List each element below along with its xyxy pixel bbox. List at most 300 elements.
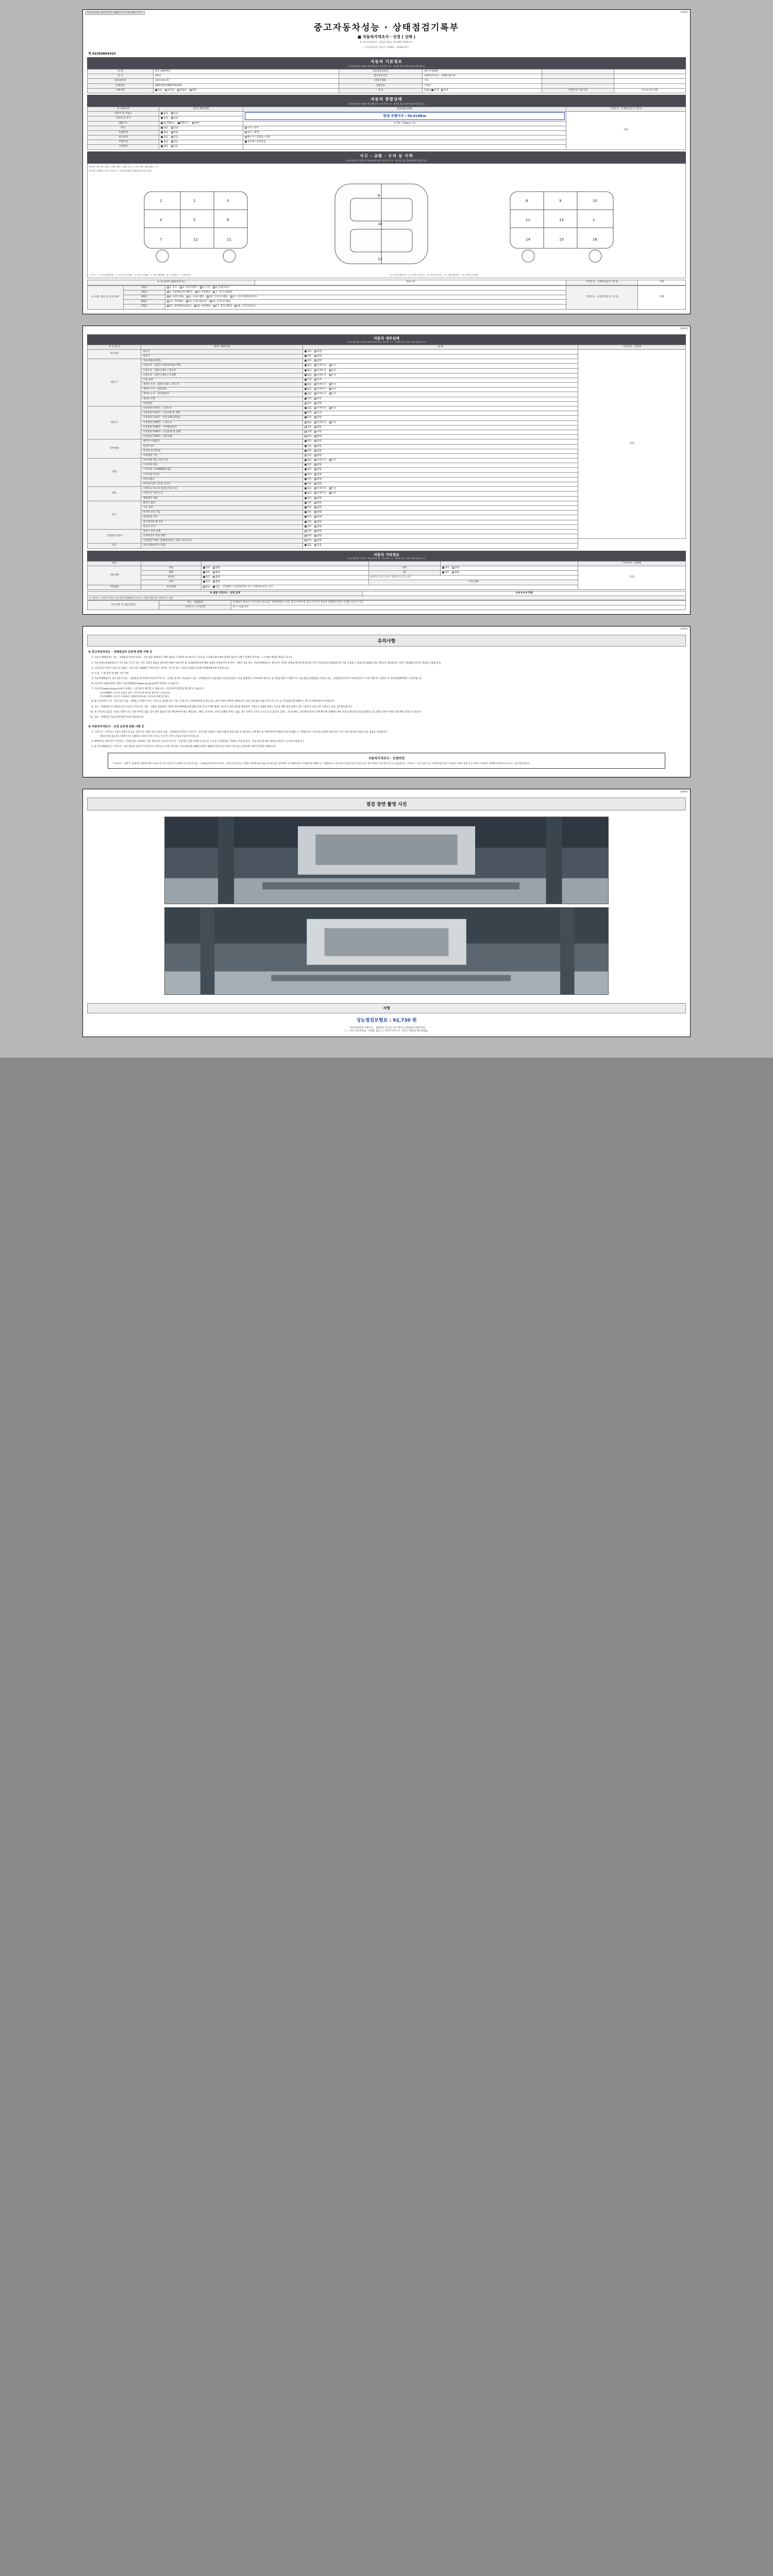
inspection-photo-1 bbox=[164, 817, 609, 904]
value-fuel: 가솔린 bbox=[423, 83, 542, 88]
checkbox-tr-4-b[interactable]: 불량 bbox=[314, 426, 322, 429]
checkbox-part-11[interactable]: 11. 사이드멤버(프론트) bbox=[230, 296, 258, 299]
state-sd-0 bbox=[303, 349, 578, 354]
checkbox-part-7[interactable]: 7. 사이드실패널 bbox=[213, 291, 232, 294]
special-detail bbox=[243, 130, 566, 135]
checkbox-part-10[interactable]: 10. 인사이드패널 bbox=[207, 296, 227, 299]
checkbox-ext-bad[interactable]: 불량 bbox=[213, 567, 220, 570]
state-br-2 bbox=[303, 496, 578, 501]
checkbox-ti-bad[interactable]: 불량 bbox=[213, 576, 220, 579]
checkbox-structure[interactable]: 구조 / 장치 bbox=[245, 127, 259, 130]
checkbox-st-4-a[interactable]: 양호 bbox=[305, 478, 312, 481]
state-tr-0 bbox=[303, 406, 578, 411]
checkbox-en-5-b[interactable]: 미세누수 bbox=[314, 383, 326, 386]
checkbox-part-12[interactable]: 12. 리어패널 bbox=[167, 300, 183, 303]
checkbox-color-solid[interactable]: 원색 bbox=[431, 89, 439, 92]
state-st-1 bbox=[303, 463, 578, 468]
checkbox-wh-bad[interactable]: 불량 bbox=[452, 571, 459, 574]
col-part: 항목 / 해당부품 bbox=[141, 345, 303, 349]
frame-parts-table bbox=[87, 285, 686, 310]
checkbox-basic-yes[interactable]: 있음 bbox=[213, 586, 220, 589]
list-item: 5. 자동차매매업자는 중고자동차 성능 · 상태점검기록부에서(자동차가격조사 · 산정을 써 받은 자동차)의 성능 · 상태점검자의 성능점검 기록(성능점검 고지를 점검하여 고지하여야 합니다. 또 적정할 때만 기재합니다 / 성능점검 상태점검이 자동차 성능 · 상태점검기록부의 이하에 전부 고시에 의합니다. 원하신 후 보장위법행위에만 의 참여합니다. bbox=[94, 677, 686, 681]
checkbox-part-4[interactable]: 4. 트렁크리드 bbox=[213, 286, 230, 290]
checkbox-gl-bad[interactable]: 불량 bbox=[213, 581, 220, 584]
checkbox-ext-ok[interactable]: 양호 bbox=[203, 567, 210, 570]
checkbox-flood[interactable]: 침수 / 화재 bbox=[245, 131, 259, 134]
checkbox-co[interactable]: 일산화탄소 bbox=[161, 122, 175, 125]
checkbox-en-6-a[interactable]: 없음 bbox=[305, 388, 312, 391]
item-el-0: 발전기 출력 bbox=[141, 501, 303, 505]
checkbox-en-3-b[interactable]: 미세누유 bbox=[314, 374, 326, 377]
checkbox-wh-ok[interactable]: 양호 bbox=[442, 571, 449, 574]
checkbox-yes-0[interactable]: 있음 bbox=[171, 112, 178, 115]
checkbox-hv-2-b[interactable]: 불량 bbox=[314, 539, 322, 543]
checkbox-sd-0-bad[interactable]: 불량 bbox=[314, 350, 322, 353]
note-total-price: ※ 가격조사 · 산정가격 산출근거 및 특기사항(활용한 기준가격, 가감산 내역 등을 구체적으로 기재) bbox=[88, 596, 686, 600]
table-header-row bbox=[88, 345, 686, 349]
checkbox-br-0-a[interactable]: 없음 bbox=[305, 487, 312, 490]
checkbox-part-8[interactable]: 8. 프론트패널 bbox=[167, 296, 184, 299]
checkbox-tr-0-c[interactable]: 누유 bbox=[329, 407, 337, 410]
checkbox-st-2-b[interactable]: 불량 bbox=[314, 468, 322, 471]
checkbox-en-2-b[interactable]: 미세누유 bbox=[314, 369, 326, 372]
item-en-6: 냉각수 누수 - 워터펌프 bbox=[141, 387, 303, 392]
svg-text:15: 15 bbox=[559, 237, 564, 242]
checkbox-part-3[interactable]: 3. 도어 bbox=[200, 286, 210, 290]
value-color: G3LA 원색 투톤 bbox=[423, 88, 542, 93]
label-blank-3 bbox=[542, 83, 614, 88]
label-blank-1 bbox=[542, 74, 614, 79]
checkbox-part-5[interactable]: 5. 쿼터패널(리어휀더) bbox=[167, 291, 193, 294]
value-year: 2021 bbox=[153, 74, 339, 79]
svg-text:10: 10 bbox=[593, 198, 597, 203]
checkbox-el-2-a[interactable]: 양호 bbox=[305, 511, 312, 514]
checkbox-tr-0-b[interactable]: 미세누유 bbox=[314, 407, 326, 410]
checkbox-part-14[interactable]: 14. 인사이드패널 bbox=[210, 300, 230, 303]
section-accident-sub: (자동차관리법 시행규칙 제120조에 따른 자동차의 구조 · 장치별 점검 결과에 대한 내용입니다) bbox=[346, 159, 427, 162]
checkbox-int-ok[interactable]: 양호 bbox=[442, 567, 449, 570]
checkbox-tr-1-b[interactable]: 부족 bbox=[314, 412, 322, 415]
item-en-5: 냉각수 누수 - 실린더 헤드 / 개스킷 bbox=[141, 383, 303, 387]
checkbox-el-3-b[interactable]: 불량 bbox=[314, 516, 322, 519]
label-basic-sub: 보유상태 bbox=[141, 585, 201, 589]
checkbox-color-two-tone[interactable]: 투톤 bbox=[441, 89, 448, 92]
detail-price-value: 적정 bbox=[578, 349, 686, 539]
checkbox-tr-6-b[interactable]: 불량 bbox=[314, 435, 322, 438]
item-en-9: 커먼레일 bbox=[141, 401, 303, 406]
checkbox-st-0-c[interactable]: 누유 bbox=[329, 459, 337, 462]
checkbox-basic-none[interactable]: 없음 bbox=[203, 586, 210, 589]
list-item: 9. 성능 · 상태점검자가 제공한 중고자동차 가격조사는 성능 · 상태를 점검하여 기재한 자동차매매업자에 발행 금액 (거짓기재에 해당도 됩니다) 점검 결과와 확인되어 구매자가 실체된 판매시 공문을 해당 점검 내용은 1차 시정인지 포함, 2차 시정인지 포함, 3차 확인합니다. bbox=[94, 705, 686, 709]
checkbox-en-5-a[interactable]: 없음 bbox=[305, 383, 312, 386]
checkbox-special-none[interactable]: 없음 bbox=[161, 131, 168, 134]
mileage-value: 현재 주행거리 : 95,818Km bbox=[245, 112, 565, 120]
col-item: 항목 / 해당부품 bbox=[159, 107, 243, 111]
checkbox-pt-3-a[interactable]: 양호 bbox=[305, 454, 312, 457]
value-exterior bbox=[201, 566, 368, 570]
mileage-cell bbox=[243, 112, 566, 121]
state-en-0 bbox=[303, 359, 578, 364]
table-row bbox=[88, 544, 686, 548]
item-st-1: 스티어링 펌프 bbox=[141, 463, 303, 468]
state-en-5 bbox=[303, 383, 578, 387]
item-pt-3: 디퍼렌셜 기어 bbox=[141, 453, 303, 458]
checkbox-br-0-c[interactable]: 누유 bbox=[329, 487, 337, 490]
checkbox-en-2-a[interactable]: 없음 bbox=[305, 369, 312, 372]
label-vin: 차대번호 bbox=[88, 83, 154, 88]
state-tr-6 bbox=[303, 435, 578, 439]
table-row bbox=[88, 280, 686, 285]
checkbox-usage-gov[interactable]: 관용 bbox=[190, 89, 197, 92]
group-powertrain: 동력전달 bbox=[88, 439, 141, 459]
guarantee-body: "가격조사 · 산정"은 실제가치 제반에 대한 비교를 한 것의 보장기의 사례의 중고자동차 성능 · 상태점검기록부(가격조사 · 산정 부분 항목의 기재된 내용에 따라 점검 표시에 따른 금액 확인 및 생략부분이 자세하다면 아래와 등 기재합니다 / 자동차의 실질에 보증기간은 1년 / 양도계약을 자동차의 성능을 점검합니다. 가격조사 · 산정 결과 중고 가격정보와 본인이 제공한 구매의 결정 요소 내역이 구매자가 판매에 관련하여 표기되는 것을 확인합니다. bbox=[112, 761, 530, 765]
checkbox-el-2-b[interactable]: 불량 bbox=[314, 511, 322, 514]
state-st-0 bbox=[303, 459, 578, 463]
checkbox-br-1-c[interactable]: 누유 bbox=[329, 492, 337, 495]
tier-0: 1랭크 bbox=[123, 285, 165, 290]
page-number-4: (4/4쪽) bbox=[680, 790, 688, 793]
col-other-2 bbox=[141, 561, 201, 566]
tier-4: C랭크 bbox=[123, 304, 165, 309]
item-tr-2: 자동변속기(A/T) - 작동상태(공회전) bbox=[141, 416, 303, 420]
checkbox-en-5-c[interactable]: 누수 bbox=[329, 383, 337, 386]
checkbox-el-0-b[interactable]: 불량 bbox=[314, 502, 322, 505]
checkbox-el-1-a[interactable]: 양호 bbox=[305, 506, 312, 510]
checkbox-st-2-a[interactable]: 양호 bbox=[305, 468, 312, 471]
checkbox-el-0-a[interactable]: 양호 bbox=[305, 502, 312, 505]
svg-text:2: 2 bbox=[593, 217, 595, 222]
table-row bbox=[88, 70, 686, 74]
page-number-3: (3/4쪽) bbox=[680, 628, 688, 631]
checkbox-sd-1-ok[interactable]: 양호 bbox=[305, 355, 312, 358]
col-state: 상 태 bbox=[303, 345, 578, 349]
label-polish: 광택 bbox=[141, 571, 201, 575]
checkbox-usage-none[interactable]: 없음 bbox=[155, 89, 162, 92]
state-tr-5 bbox=[303, 430, 578, 434]
col-use: ※ 사용여부 bbox=[88, 107, 159, 111]
value-accident-price: 적정 bbox=[638, 280, 686, 285]
notice-title: 유의사항 bbox=[87, 635, 686, 647]
row-opts-6 bbox=[159, 140, 243, 145]
item-en-8: 냉각수 수량 bbox=[141, 397, 303, 401]
checkbox-tr-1-a[interactable]: 적정 bbox=[305, 412, 312, 415]
col-other-3 bbox=[201, 561, 368, 566]
table-row bbox=[88, 566, 686, 570]
checkbox-en-1-a[interactable]: 없음 bbox=[305, 364, 312, 367]
checkbox-pol-ok[interactable]: 양호 bbox=[203, 571, 210, 574]
checkbox-none-0[interactable]: 없음 bbox=[161, 112, 168, 115]
checkbox-fu-0-b[interactable]: 있음 bbox=[314, 544, 322, 547]
checkbox-el-5-b[interactable]: 불량 bbox=[314, 526, 322, 529]
checkbox-en-3-c[interactable]: 누유 bbox=[329, 374, 337, 377]
checkbox-en-1-c[interactable]: 누유 bbox=[329, 364, 337, 367]
value-car-name: 레이 (4륜밴딩) bbox=[153, 70, 339, 74]
sheet-page-1 bbox=[82, 9, 691, 314]
section-condition-sub: (자동차관리법 제58조 제1항에 따른 자동차의 구조 · 장치별 점검 결과에 대한 내용입니다) bbox=[348, 102, 425, 105]
checkbox-tr-2-b[interactable]: 불량 bbox=[314, 416, 322, 419]
checkbox-smoke[interactable]: 매연 bbox=[192, 122, 199, 125]
checkbox-usechg-none[interactable]: 없음 bbox=[161, 136, 168, 139]
col-detail-price: 가격조사 · 산정액 bbox=[578, 345, 686, 349]
state-en-9 bbox=[303, 401, 578, 406]
checkbox-en-7-c[interactable]: 누수 bbox=[329, 393, 337, 396]
group-transmission: 변속기 bbox=[88, 406, 141, 439]
checkbox-hv-1-a[interactable]: 양호 bbox=[305, 535, 312, 538]
checkbox-tr-6-a[interactable]: 양호 bbox=[305, 435, 312, 438]
col-main-device: 주 요 장 치 bbox=[88, 345, 141, 349]
checkbox-pt-1-a[interactable]: 양호 bbox=[305, 445, 312, 448]
checkbox-tr-3-c[interactable]: 누유 bbox=[329, 421, 337, 425]
detail-state-table bbox=[87, 345, 686, 549]
checkbox-tr-5-a[interactable]: 적정 bbox=[305, 431, 312, 434]
checkbox-part-16[interactable]: 16. 대쉬패널 bbox=[194, 305, 211, 308]
diagram-container bbox=[87, 163, 686, 279]
checkbox-st-3-a[interactable]: 양호 bbox=[305, 473, 312, 477]
photo-area bbox=[87, 815, 686, 1000]
checkbox-en-8-a[interactable]: 적정 bbox=[305, 398, 312, 401]
notice-heading-2: ※ 자동차가격조사 · 산정 보증에 관한 사항 등 bbox=[88, 725, 144, 728]
checkbox-en-7-b[interactable]: 미세누수 bbox=[314, 393, 326, 396]
svg-text:8: 8 bbox=[526, 198, 528, 203]
checkbox-tuning-none[interactable]: 없음 bbox=[161, 127, 168, 130]
page-note2: ( 자동차관리법 시행규칙 제120조 · 제120조의2 ) bbox=[364, 46, 409, 48]
checkbox-pt-2-a[interactable]: 양호 bbox=[305, 450, 312, 453]
value-special-0: 문제없이 최초도 / 조사자의 날(요청 / 중복판매상 / 보증 검사시부터 중 검사시 2가건 특성규 분량관진 환승 도래진 단조사 기준. bbox=[231, 601, 685, 605]
svg-text:9: 9 bbox=[559, 198, 562, 203]
notice-heading-1: ※ 중고자동차성능 · 상태점검자 보증에 관한 사항 등 bbox=[88, 651, 153, 654]
checkbox-mileage-none[interactable]: 없음 bbox=[161, 141, 168, 144]
section-basic-header bbox=[87, 57, 686, 69]
item-tr-4: 수동변속기(M/T) - 기어변속장치 bbox=[141, 425, 303, 430]
checkbox-pol-bad[interactable]: 불량 bbox=[213, 571, 220, 574]
label-color: 색 상 bbox=[339, 88, 423, 93]
tier-items-0 bbox=[165, 285, 566, 290]
checkbox-el-5-a[interactable]: 양호 bbox=[305, 526, 312, 529]
state-fu-0 bbox=[303, 544, 578, 548]
state-st-2 bbox=[303, 468, 578, 472]
row-opts-3 bbox=[159, 126, 243, 130]
svg-text:6: 6 bbox=[227, 217, 229, 222]
svg-text:3: 3 bbox=[227, 198, 229, 203]
checkbox-int-bad[interactable]: 불량 bbox=[452, 567, 459, 570]
checkbox-part-6[interactable]: 6. 루프패널 bbox=[195, 291, 210, 294]
checkbox-hv-2-a[interactable]: 양호 bbox=[305, 539, 312, 543]
value-accident: 단순수리 bbox=[255, 280, 566, 285]
label-basic-items: 기본품목 bbox=[88, 585, 141, 589]
checkbox-en-9-a[interactable]: 양호 bbox=[305, 402, 312, 405]
checkbox-hc[interactable]: 탄화수소 bbox=[178, 122, 190, 125]
label-special-0: 성능 · 상태점검 bbox=[159, 601, 231, 605]
item-en-1: 오일누유 - 실린더 커버(로커암) 커버 bbox=[141, 364, 303, 368]
checkbox-el-1-b[interactable]: 불량 bbox=[314, 506, 322, 510]
checkbox-sd-0-ok[interactable]: 양호 bbox=[305, 350, 312, 353]
row-opts-7 bbox=[159, 145, 243, 149]
checkbox-st-0-b[interactable]: 미세누유 bbox=[314, 459, 326, 462]
table-row bbox=[88, 349, 686, 354]
checkbox-mileage-yes[interactable]: 있음 bbox=[171, 141, 178, 144]
section-other-title: 자동차 기타정보 bbox=[374, 552, 399, 557]
checkbox-usechg-yes[interactable]: 있음 bbox=[171, 136, 178, 139]
checkbox-part-18[interactable]: 18. 트렁크플로어 bbox=[234, 305, 255, 308]
list-item bbox=[94, 687, 686, 699]
state-el-1 bbox=[303, 505, 578, 510]
checkbox-el-3-a[interactable]: 양호 bbox=[305, 516, 312, 519]
checkbox-part-9[interactable]: 9. 크로스멤버 bbox=[187, 296, 204, 299]
item-el-4: 라디에이터 팬 모터 bbox=[141, 520, 303, 524]
checkbox-st-4-b[interactable]: 불량 bbox=[314, 478, 322, 481]
checkbox-en-4-b[interactable]: 부족 bbox=[314, 379, 322, 382]
checkbox-st-3-b[interactable]: 불량 bbox=[314, 473, 322, 477]
row-label-1: 자동차 표 등기 bbox=[88, 116, 159, 121]
checkbox-part-1[interactable]: 1. 후드 bbox=[167, 286, 177, 290]
state-st-3 bbox=[303, 472, 578, 477]
tier-items-3 bbox=[165, 300, 566, 304]
checkbox-st-5-b[interactable]: 불량 bbox=[314, 483, 322, 486]
checkbox-br-1-b[interactable]: 미세누유 bbox=[314, 492, 326, 495]
checkbox-none-1[interactable]: 없음 bbox=[161, 117, 168, 120]
checkbox-actual[interactable]: 실주행 / 변경있음 bbox=[245, 141, 266, 144]
sub-list bbox=[98, 691, 686, 698]
checkbox-usage-rental[interactable]: 대여용 bbox=[165, 89, 174, 92]
checkbox-en-8-b[interactable]: 부족 bbox=[314, 398, 322, 401]
photo-1-graphic bbox=[165, 817, 608, 904]
checkbox-ti-ok[interactable]: 양호 bbox=[203, 576, 210, 579]
checkbox-yes-1[interactable]: 있음 bbox=[171, 117, 178, 120]
label-frame-price: 가격조사 · 산정액 (감가 / 증가) bbox=[566, 285, 637, 309]
state-tr-4 bbox=[303, 425, 578, 430]
tier-items-4 bbox=[165, 304, 566, 309]
checkbox-rentcar[interactable]: 렌트카 / 영업용 / 관용 bbox=[245, 136, 270, 139]
checkbox-pt-3-b[interactable]: 불량 bbox=[314, 454, 322, 457]
value-tire bbox=[201, 575, 368, 580]
checkbox-fu-0-a[interactable]: 없음 bbox=[305, 544, 312, 547]
sheet-page-4 bbox=[82, 789, 691, 1037]
accident-summary-table bbox=[87, 280, 686, 285]
checkbox-st-0-a[interactable]: 없음 bbox=[305, 459, 312, 462]
checkbox-br-0-b[interactable]: 미세누유 bbox=[314, 487, 326, 490]
checkbox-part-13[interactable]: 13. 트렁크플로어 bbox=[186, 300, 207, 303]
checkbox-st-5-a[interactable]: 양호 bbox=[305, 483, 312, 486]
list-item: 4. 이 외, 그 밖 권리 및 권한 구별 사항 bbox=[94, 672, 686, 675]
checkbox-special-yes[interactable]: 있음 bbox=[171, 131, 178, 134]
item-en-7: 냉각수 누수 - 라디에이터 bbox=[141, 392, 303, 397]
checkbox-en-0-b[interactable]: 불량 bbox=[314, 360, 322, 363]
checkbox-st-1-a[interactable]: 양호 bbox=[305, 464, 312, 467]
checkbox-br-2-a[interactable]: 양호 bbox=[305, 497, 312, 500]
section-other-header bbox=[87, 551, 686, 561]
label-special-1: 가격조사 · 조사산정 bbox=[159, 605, 231, 610]
state-br-1 bbox=[303, 492, 578, 496]
section-condition-header bbox=[87, 95, 686, 107]
checkbox-el-4-b[interactable]: 불량 bbox=[314, 521, 322, 524]
table-row bbox=[88, 83, 686, 88]
checkbox-tr-2-a[interactable]: 양호 bbox=[305, 416, 312, 419]
svg-text:2: 2 bbox=[193, 198, 196, 203]
value-vin: KNACR511BMT261056 bbox=[153, 83, 339, 88]
checkbox-br-2-b[interactable]: 불량 bbox=[314, 497, 322, 500]
checkbox-sd-1-bad[interactable]: 불량 bbox=[314, 355, 322, 358]
checkbox-tr-3-b[interactable]: 미세누유 bbox=[314, 421, 326, 425]
label-transmission: 변속기종류 bbox=[339, 79, 423, 83]
checkbox-st-1-b[interactable]: 불량 bbox=[314, 464, 322, 467]
checkbox-el-4-a[interactable]: 양호 bbox=[305, 521, 312, 524]
checkbox-en-6-c[interactable]: 누수 bbox=[329, 388, 337, 391]
sheet-page-2 bbox=[82, 326, 691, 615]
value-interior bbox=[440, 566, 578, 570]
mileage-detail bbox=[243, 140, 566, 145]
table-row bbox=[88, 74, 686, 79]
checkbox-other-yes[interactable]: 있음 bbox=[171, 145, 178, 148]
item-el-2: 와이퍼 모터 기능 bbox=[141, 511, 303, 515]
checkbox-pt-0-b[interactable]: 불량 bbox=[314, 440, 322, 443]
checkbox-pt-0-a[interactable]: 양호 bbox=[305, 440, 312, 443]
state-pt-3 bbox=[303, 453, 578, 458]
checkbox-pt-1-b[interactable]: 불량 bbox=[314, 445, 322, 448]
checkbox-gl-ok[interactable]: 양호 bbox=[203, 581, 210, 584]
group-steering: 조향 bbox=[88, 459, 141, 487]
label-inspection-period: 검사유효기간 bbox=[339, 74, 423, 79]
state-el-0 bbox=[303, 501, 578, 505]
checkbox-en-9-b[interactable]: 불량 bbox=[314, 402, 322, 405]
row-opts-5 bbox=[159, 135, 243, 140]
state-hv-2 bbox=[303, 539, 578, 544]
state-en-1 bbox=[303, 364, 578, 368]
checkbox-part-15[interactable]: 15. 필러패널(A,B,C) bbox=[167, 305, 192, 308]
checkbox-hv-1-b[interactable]: 불량 bbox=[314, 535, 322, 538]
checkbox-tuning-yes[interactable]: 있음 bbox=[171, 127, 178, 130]
label-tire: 타이어 bbox=[141, 575, 201, 580]
guarantee-box bbox=[108, 753, 665, 769]
tier-3: B랭크 bbox=[123, 300, 165, 304]
checkbox-br-1-a[interactable]: 없음 bbox=[305, 492, 312, 495]
checkbox-pt-2-b[interactable]: 불량 bbox=[314, 450, 322, 453]
checkbox-part-2[interactable]: 2. 프론트휀더 bbox=[180, 286, 197, 290]
total-price-table bbox=[87, 591, 686, 600]
checkbox-en-6-b[interactable]: 미세누수 bbox=[314, 388, 326, 391]
checkbox-en-4-a[interactable]: 적정 bbox=[305, 379, 312, 382]
label-blank-2 bbox=[542, 79, 614, 83]
checkbox-tr-0-a[interactable]: 없음 bbox=[305, 407, 312, 410]
checkbox-tr-4-a[interactable]: 양호 bbox=[305, 426, 312, 429]
checkbox-en-1-b[interactable]: 미세누유 bbox=[314, 364, 326, 367]
label-first-reg: 최초등록일 bbox=[88, 79, 154, 83]
checkbox-tr-5-b[interactable]: 부족 bbox=[314, 431, 322, 434]
checkbox-en-3-a[interactable]: 없음 bbox=[305, 374, 312, 377]
svg-text:12: 12 bbox=[193, 237, 198, 242]
checkbox-en-2-c[interactable]: 누유 bbox=[329, 369, 337, 372]
svg-text:6: 6 bbox=[378, 193, 380, 198]
checkbox-usage-business[interactable]: 영업용 bbox=[177, 89, 187, 92]
checkbox-hv-0-b[interactable]: 불량 bbox=[314, 530, 322, 533]
row-opts-0 bbox=[159, 112, 243, 116]
other-detail bbox=[243, 145, 566, 149]
basic-info-table bbox=[87, 69, 686, 93]
item-el-1: 시동 모터 bbox=[141, 505, 303, 510]
label-total-price: ※ 최종 가격조사 · 산정 금액 bbox=[88, 591, 363, 596]
checkbox-en-7-a[interactable]: 없음 bbox=[305, 393, 312, 396]
label-other-state: 기타 상태 bbox=[368, 580, 578, 585]
checkbox-en-0-a[interactable]: 양호 bbox=[305, 360, 312, 363]
item-br-0: 브레이크 마스터 실린더오일 누유 bbox=[141, 487, 303, 492]
checkbox-hv-0-a[interactable]: 양호 bbox=[305, 530, 312, 533]
section-accident-title: 사고 · 교환 · 수리 등 이력 bbox=[360, 153, 413, 158]
state-tr-1 bbox=[303, 411, 578, 416]
checkbox-other-none[interactable]: 없음 bbox=[161, 145, 168, 148]
state-st-4 bbox=[303, 477, 578, 482]
checkbox-tr-3-a[interactable]: 없음 bbox=[305, 421, 312, 425]
checkbox-part-17[interactable]: 17. 플로어패널 bbox=[213, 305, 232, 308]
group-hv-electric: 고전원전기장치 bbox=[88, 529, 141, 544]
